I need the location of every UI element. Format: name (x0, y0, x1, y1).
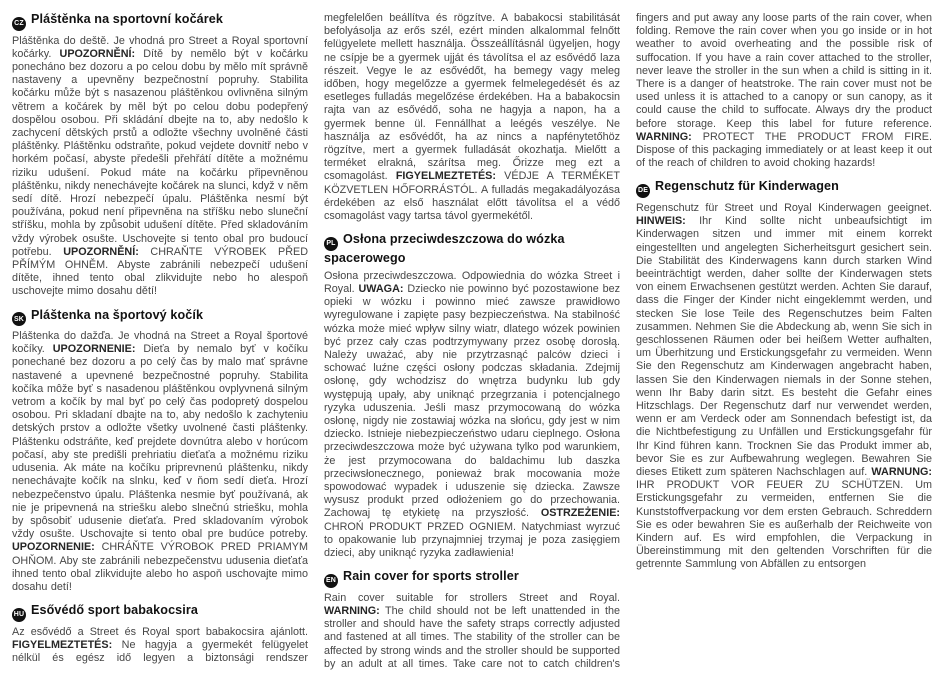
section-cz (12, 12, 308, 299)
warning-keyword: UPOZORNENIE: (12, 541, 95, 554)
section-title (12, 308, 308, 327)
body-text-run: Az esővédő a Street és Royal sport babakocsira ajánlott. (12, 625, 308, 638)
section-title (12, 603, 308, 622)
warning-keyword: UPOZORNĚNÍ: (59, 47, 136, 60)
body-text-run: Regenschutz für Street und Royal Kinderwagen geeignet. (636, 201, 932, 214)
warning-keyword: HINWEIS: (636, 215, 686, 228)
section-heading-text: Pláštenka na športový kočík (31, 307, 204, 322)
warning-keyword: FIGYELMEZTETÉS: (12, 638, 113, 651)
warning-keyword: FIGYELMEZTETÉS: (395, 170, 496, 183)
body-text-run: Ne hagyja a gyermekét felügyelet nélkül és egész idő legyen a biztonsági rendszer megfelelően beállítva és rögzítve. A babakocsi stabilitását befolyásolja az erős szél, ezért minden alkalommal felnőtt felügyelete mellett használja. Összeállításnál ügyeljen, hogy ne csípje be a gyermek ujját és távolítsa el az esővédő laza részeit. Vegye le az esővédőt, ha bemegy vagy meleg időben, hogy megelőzze a gyermek felmelegedését és az esetleges fulladás megelőzése érdekében. Ha a babakocsin rajta van az esővédő, soha ne hagyja a napon, ha a gyermek benne ül. Fennállhat a leégés veszélye. Ne használja az esővédőt, ha az nincs a napfénytetőhöz rögzítve, mert a gyermek fulladását okozhatja. Mielőtt a terméket elrakná, szárítsa meg. Őrizze meg ezt a csomagolást. (12, 12, 620, 665)
section-body (636, 202, 932, 572)
body-text-run: Osłona przeciwdeszczowa. Odpowiednia do wózka Street i Royal. (324, 269, 620, 295)
body-text-run: CHRÁŇTE VÝROBOK PRED PRIAMYM OHŇOM. Aby ste zabránili nebezpečenstvu udusenia dieťaťa ihned tento obal zlikvidujte alebo ho aspoň uschovajte mimo dosahu detí! (12, 541, 308, 593)
body-text-run: Dziecko nie powinno być pozostawione bez opieki w wózku i powinno mieć zawsze prawidłowo wyregulowane i zapięte pasy bezpieczeństwa. Na stabilność wózka może mieć wpływ silny wiatr, dlatego wózek powinien być przez cały czas podtrzymywany przez osobę dorosłą. Należy uważać, aby nie przytrzasnąć palców dzieci i schować luźne części osłony podczas składania. Zdejmij osłonę, gdy wchodzisz do wnętrza budynku lub gdy występują upały, aby uniknąć przegrzania i potencjalnego ryzyka uduszenia. Jeśli masz przymocowaną do wózka osłonę, nigdy nie zostawiaj wózka na słońcu, gdy jest w nim dziecko. Istnieje niebezpieczeństwo udaru cieplnego. Osłona przeciwdeszczowa może być używana tylko pod warunkiem, że jest przymocowana do baldachimu lub daszka przeciwsłonecznego, ponieważ brak mocowania może spowodować wypadek i uduszenie się dziecka. Zawsze wysusz produkt przed odłożeniem go do przechowania. Zachowaj tę etykietę na przyszłość. (324, 282, 620, 520)
warning-keyword: UPOZORNENIE: (52, 343, 136, 356)
section-title (324, 232, 620, 266)
section-heading-text: Osłona przeciwdeszczowa do wózka spacerowego (324, 232, 565, 265)
language-badge-cz: CZ (12, 17, 26, 31)
section-body (12, 35, 308, 299)
section-body (12, 330, 308, 594)
section-heading-text: Esővédő sport babakocsira (31, 603, 198, 618)
body-text-run: Rain cover suitable for strollers Street and Royal. (324, 591, 620, 604)
warning-keyword: UWAGA: (358, 282, 404, 295)
section-pl (324, 232, 620, 560)
language-badge-en: EN (324, 574, 338, 588)
warning-keyword: WARNING: (324, 604, 380, 617)
body-text-run: Pláštenka do dažďa. Je vhodná na Street a Royal športové kočíky. (12, 330, 308, 356)
body-text-run: CHRAŇTE VÝROBEK PŘED PŘÍMÝM OHNĚM. Abyste zabránili nebezpečí udušení dítěte, ihned tento obal zlikvidujte nebo ho alespoň uschovejte mimo dosahu dětí! (12, 245, 308, 298)
section-title (636, 179, 932, 198)
body-text-run: The child should not be left unattended in the stroller and should have the safety straps correctly adjusted and fastened at all times. The stability of the stroller can be affected by strong winds and the stroller should be supported by an adult at all times. Take care not to catch children's fingers and put away any loose parts of the rain cover, when folding. Remove the rain cover when you go inside or in hot weather to avoid overheating and the possible risk of suffocation. If you have a rain cover attached to the stroller, never leave the stroller in the sun when a child is sitting in it. There is a danger of heatstroke. The rain cover must not be used unless it is attached to a canopy or sun canopy, as it could cause the child to suffocate. Always dry the product before storage. Keep this label for future reference. (324, 12, 932, 670)
language-badge-de: DE (636, 184, 650, 198)
warning-keyword: WARNING: (636, 130, 692, 143)
body-text-run: PROTECT THE PRODUCT FROM FIRE. Dispose of this packaging immediately or at least keep it out of the reach of children to avoid choking hazards! (636, 130, 932, 170)
body-text-run: Dieťa by nemalo byť v kočíku ponechané bez dozoru a po celý čas by malo mať správne nastavené a upevnené bezpečnostné popruhy. Stabilita kočíka môže byť s nasadenou pláštěnkou ovplyvnená silným vetrom a kočík by mal byť po celý čas podopretý dospelou osobou. Pri skladaní dbajte na to, aby nedošlo k zachyteniu detských prstov a odložte všetky uvolnené časti pláštenky. Pláštenku odstráňte, keď prejdete dovnútra alebo v horúcom počasí, aby ste predišli prehriatiu dieťaťa a možnému riziku udusenia. Ak máte na kočíku priprevnenú pláštenku, nikdy nenechávajte kočík na slnku, keď v ňom sedí dieťa. Hrozí nebezpečenstvo úpalu. Pláštenka nesmie byť používaná, ak nie je pripevnená na striešku alebo slnečnú striešku, mohla by spôsobiť udusenie dieťaťa. Pred skladovaním výrobok vždy osušte. Uschovajte si tento obal pre budúce potreby. (12, 343, 309, 541)
warning-keyword: OSTRZEŻENIE: (540, 507, 620, 520)
body-text-run: Pláštěnka do deště. Je vhodná pro Street a Royal sportovní kočárky. (12, 34, 308, 60)
section-title (12, 12, 308, 31)
warning-keyword: WARNUNG: (871, 466, 932, 478)
section-title (324, 569, 620, 588)
section-sk (12, 308, 308, 595)
section-heading-text: Regenschutz für Kinderwagen (655, 179, 839, 194)
warning-keyword: UPOZORNĚNÍ: (63, 245, 139, 258)
section-heading-text: Rain cover for sports stroller (343, 569, 519, 584)
section-de (636, 179, 932, 571)
language-badge-hu: HU (12, 608, 26, 622)
language-badge-pl: PL (324, 237, 338, 251)
section-heading-text: Pláštěnka na sportovní kočárek (31, 12, 223, 26)
language-badge-sk: SK (12, 312, 26, 326)
section-body (324, 270, 620, 560)
body-text-run: VÉDJE A TERMÉKET KÖZVETLEN HŐFORRÁSTÓL. A fulladás megakadályozása érdekében az első használat előtt távolítsa el a védő csomagolást vagy tartsa távol gyermekétől. (324, 170, 620, 223)
body-text-run: IHR PRODUKT VOR FEUER ZU SCHÜTZEN. Um Erstickungsgefahr zu vermeiden, entfernen Sie die Kunststoffverpackung vor dem ersten Gebrauch. Schreddern Sie es oder bewahren Sie es außerhalb der Reichweite von Kindern auf. Es wird empfohlen, die Verpackung in Übereinstimmung mit den geltenden Vorschriften für die getrennte Sammlung von Abfällen zu entsorgen (636, 479, 932, 571)
body-text-run: CHROŃ PRODUKT PRZED OGNIEM. Natychmiast wyrzuć to opakowanie lub przynajmniej trzymaj je poza zasięgiem dzieci, aby uniknąć ryzyka zadławienia! (324, 520, 620, 560)
body-text-run: Dítě by nemělo být v kočárku ponecháno bez dozoru a po celou dobu by mělo mít správně nastaveny a upevněny bezpečnostní popruhy. Stabilita kočárku může být s nasazenou pláštěnkou ovlivněna silným větrem a kočárek by měl být po celou dobu podepřený dospělou osobou. Při skládání dbejte na to, aby nedošlo k zachycení dětských prstů a odložte všechny uvolněné části pláštěnky. Pláštěnku odstraňte, pokud vejdete dovnitř nebo v horkém počasí, abyste předešli přehřátí dítěte a možnému riziku udušení. Pokud máte na kočárku připevněnou pláštěnku, nikdy nenechávejte kočárek na slunci, když v něm sedí dítě. Hrozí nebezpečí úpalu. Pláštěnka nesmí být používána, pokud není připevněna na stříšku nebo sluneční stříšku, mohla by způsobit udušení dítěte. Před skladováním vždy výrobek osušte. Uschovejte si tento obal pro budoucí potřebu. (12, 47, 308, 258)
body-text-run: Ihr Kind sollte nicht unbeaufsichtigt im Kinderwagen sitzen und immer mit einem korrekt eingestellten und angelegten Sicherheitsgurt gesichert sein. Die Stabilität des Kinderwagens kann durch starken Wind beeinträchtigt werden, daher sollte der Kinderwagen stets von einem Erwachsenen gestützt werden. Achten Sie darauf, dass die Finger der Kinder nicht eingeklemmt werden, und stecken Sie lose Teile des Regenschutzes beim Falten zusammen. Nehmen Sie die Abdeckung ab, wenn Sie sich in geschlossenen Räumen oder bei heißem Wetter aufhalten, um Überhitzung und Erstickungsgefahr zu vermeiden. Wenn Sie den Regenschutz am Kinderwagen angebracht haben, lassen Sie den Kinderwagen niemals in der Sonne stehen, wenn Ihr Baby darin sitzt. Es besteht die Gefahr eines Hitzschlags. Der Regenschutz darf nur verwendet werden, wenn er am Verdeck oder am Sonnendach befestigt ist, da die Nichtbefestigung zu Unfällen und Erstickungsgefahr für Ihr Kind führen kann. Trocknen Sie das Produkt immer ab, bevor Sie es zur Aufbewahrung weglegen. Bewahren Sie dieses Etikett zum späteren Nachschlagen auf. (636, 215, 932, 478)
